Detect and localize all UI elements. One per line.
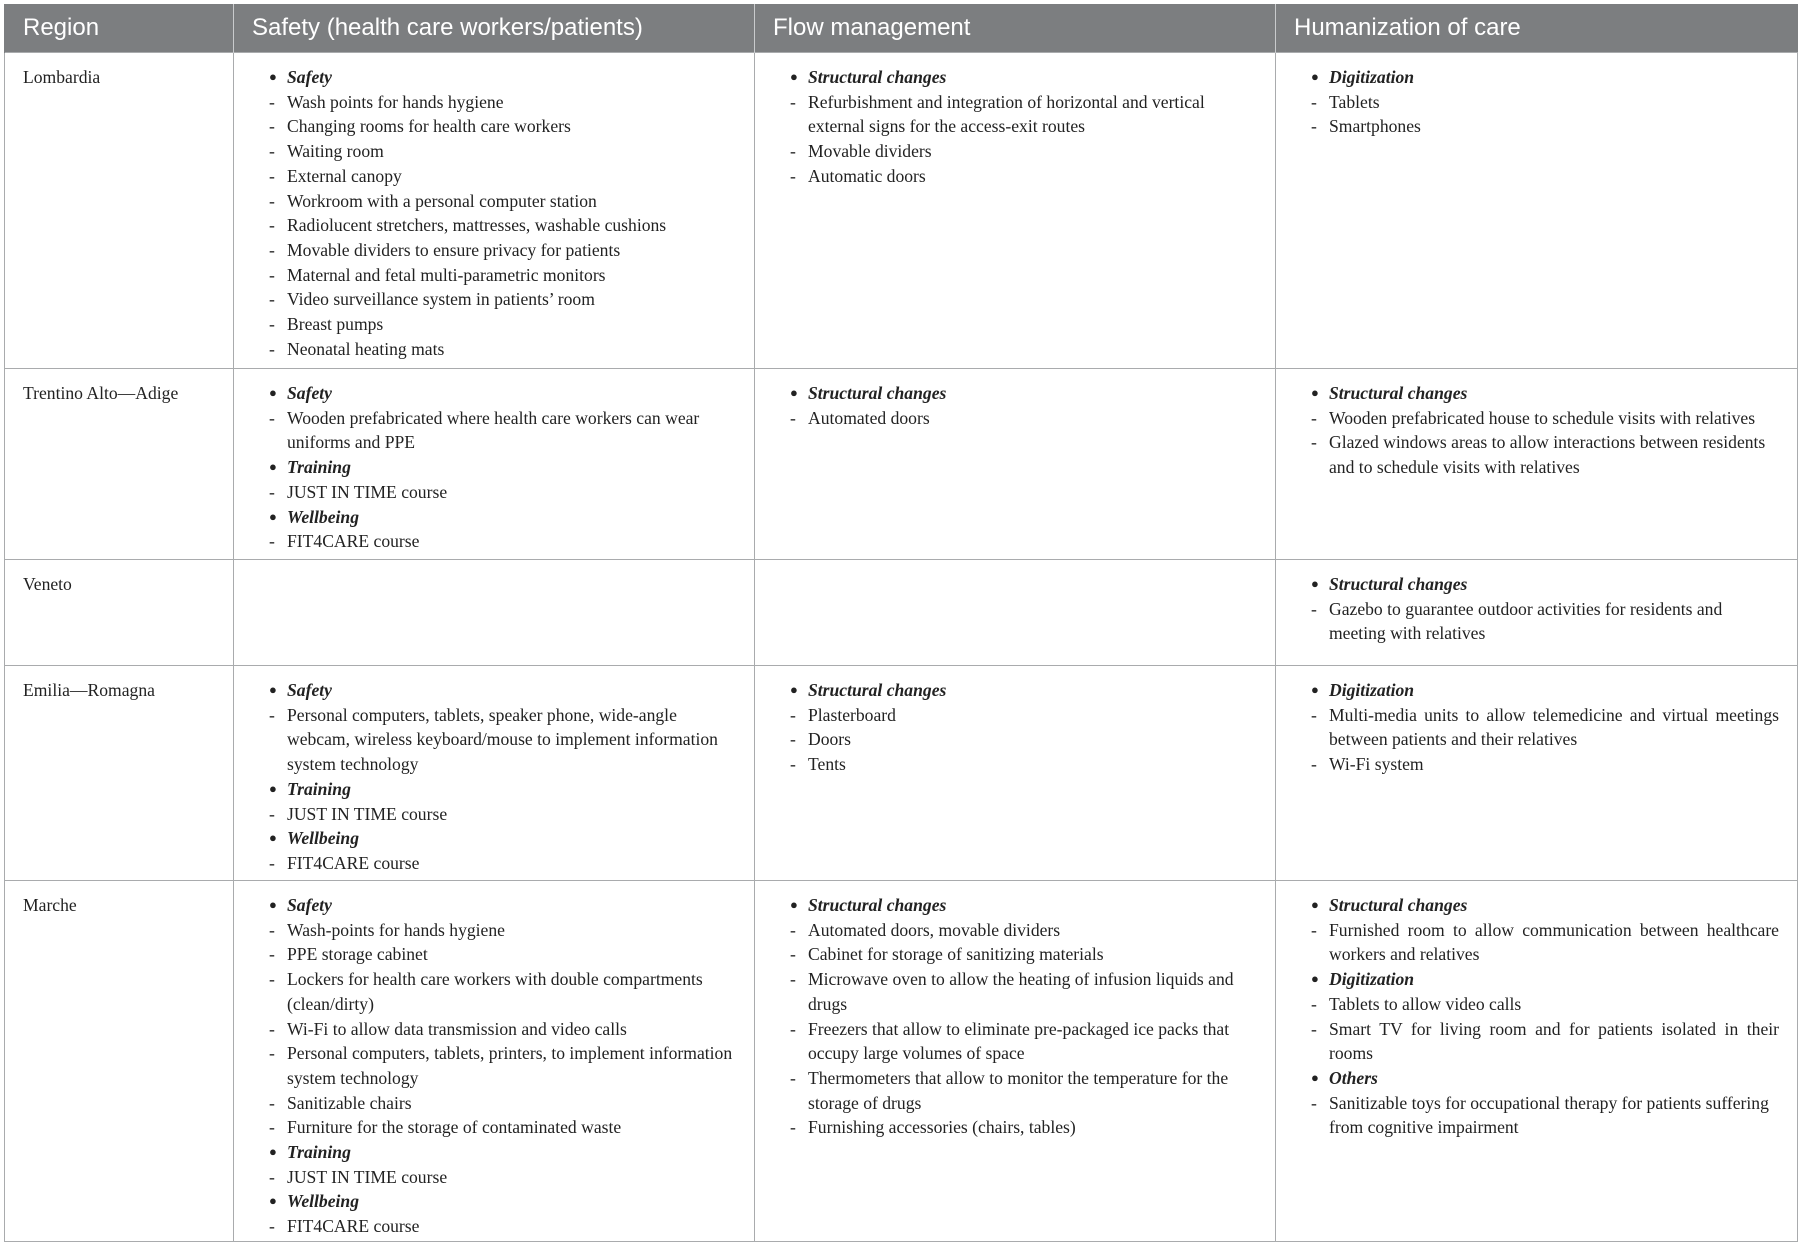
dash-icon: -: [269, 531, 275, 552]
dash-icon: -: [269, 264, 275, 285]
bullet-icon: ●: [1311, 385, 1319, 400]
group-heading: [1310, 893, 1779, 918]
bullet-icon: ●: [1311, 897, 1319, 912]
bullet-icon: ●: [1311, 682, 1319, 697]
region-cell: Marche: [5, 881, 234, 1242]
item-list: [268, 406, 736, 455]
list-item: [268, 967, 736, 1016]
list-item: [268, 406, 736, 455]
list-item: [789, 727, 1257, 752]
table-row: [5, 666, 1798, 881]
list-item-text: Tablets: [1329, 91, 1380, 112]
bullet-icon: ●: [269, 897, 277, 912]
list-item-text: Personal computers, tablets, printers, to implement information system technology: [287, 1043, 733, 1088]
region-cell: Trentino Alto—Adige: [5, 369, 234, 560]
dash-icon: -: [790, 704, 796, 725]
group-title: Wellbeing: [287, 506, 359, 527]
list-item: [268, 189, 736, 214]
bullet-icon: ●: [1311, 1069, 1319, 1085]
group-title: Training: [287, 778, 351, 799]
dash-icon: -: [790, 919, 796, 940]
list-item-text: Multi-media units to allow telemedicine and virtual meetings between patients and their relatives: [1329, 704, 1779, 750]
dash-icon: -: [269, 215, 275, 236]
dash-icon: -: [269, 1018, 275, 1039]
list-item: [1310, 918, 1779, 967]
dash-icon: -: [269, 1166, 275, 1187]
list-item: [268, 139, 736, 164]
group-heading: [789, 65, 1257, 90]
dash-icon: -: [790, 1018, 796, 1039]
list-item-text: Movable dividers to ensure privacy for patients: [287, 239, 621, 260]
header-region: Region: [5, 4, 234, 53]
table-header-row: [5, 4, 1798, 53]
dash-icon: -: [269, 919, 275, 940]
dash-icon: -: [1311, 432, 1317, 453]
list-item: [1310, 430, 1779, 479]
list-item: [268, 90, 736, 115]
item-list: [789, 90, 1257, 189]
list-item: [268, 164, 736, 189]
item-list: [1310, 90, 1779, 139]
dash-icon: -: [269, 338, 275, 359]
item-list: [268, 1165, 736, 1190]
list-item-text: JUST IN TIME course: [287, 803, 448, 824]
list-item-text: Doors: [808, 729, 852, 750]
list-item: [268, 213, 736, 238]
safety-cell: [234, 560, 755, 666]
group-heading: [268, 826, 736, 851]
dash-icon: -: [269, 239, 275, 260]
group-title: Digitization: [1329, 67, 1415, 87]
list-item-text: Movable dividers: [808, 141, 932, 162]
list-item: [268, 1041, 736, 1090]
list-item: [789, 918, 1257, 943]
dash-icon: -: [790, 91, 796, 112]
item-list: [268, 1214, 736, 1239]
group-title: Safety: [287, 680, 332, 700]
dash-icon: -: [790, 754, 796, 775]
list-item: [1310, 90, 1779, 115]
group-heading: [268, 1189, 736, 1214]
list-item-text: Wooden prefabricated where health care workers can wear uniforms and PPE: [287, 407, 700, 453]
dash-icon: -: [269, 1092, 275, 1113]
dash-icon: -: [1311, 754, 1317, 775]
list-item-text: Lockers for health care workers with double compartments (clean/dirty): [287, 969, 703, 1014]
list-item-text: PPE storage cabinet: [287, 944, 428, 965]
list-item: [789, 139, 1257, 164]
dash-icon: -: [1311, 1018, 1317, 1039]
flow-cell: [755, 881, 1276, 1242]
item-list: [1310, 918, 1779, 967]
dash-icon: -: [1311, 993, 1317, 1014]
dash-icon: -: [269, 165, 275, 186]
flow-cell: [755, 53, 1276, 369]
list-item-text: Automatic doors: [808, 165, 926, 186]
bullet-icon: ●: [269, 1193, 277, 1209]
list-item-text: Glazed windows areas to allow interactions between residents and to schedule visits with relatives: [1329, 432, 1766, 478]
dash-icon: -: [269, 141, 275, 162]
list-item: [1310, 992, 1779, 1017]
list-item-text: Freezers that allow to eliminate pre-packaged ice packs that occupy large volumes of space: [808, 1018, 1230, 1064]
list-item: [268, 942, 736, 967]
group-heading: [1310, 572, 1779, 597]
list-item: [268, 287, 736, 312]
dash-icon: -: [269, 803, 275, 824]
group-heading: [268, 1140, 736, 1165]
list-item-text: Smartphones: [1329, 116, 1421, 137]
dash-icon: -: [790, 944, 796, 965]
list-item-text: Personal computers, tablets, speaker phone, wide-angle webcam, wireless keyboard/mouse to implement information system technology: [287, 704, 718, 775]
region-cell: Lombardia: [5, 53, 234, 369]
list-item-text: Automated doors: [808, 407, 930, 428]
group-heading: [268, 505, 736, 530]
list-item-text: Breast pumps: [287, 314, 384, 335]
table-body: [5, 53, 1798, 1242]
list-item: [268, 918, 736, 943]
group-title: Digitization: [1329, 969, 1415, 990]
group-heading: [1310, 967, 1779, 992]
group-title: Structural changes: [1329, 383, 1468, 403]
list-item-text: Microwave oven to allow the heating of infusion liquids and drugs: [808, 969, 1234, 1014]
list-item-text: Wooden prefabricated house to schedule visits with relatives: [1329, 407, 1756, 428]
bullet-icon: ●: [790, 682, 798, 697]
group-title: Training: [287, 1142, 351, 1163]
list-item: [789, 1066, 1257, 1115]
dash-icon: -: [1311, 91, 1317, 112]
header-humanization: Humanization of care: [1276, 4, 1798, 53]
flow-cell: [755, 666, 1276, 881]
dash-icon: -: [269, 852, 275, 873]
humanization-cell: [1276, 560, 1798, 666]
list-item-text: JUST IN TIME course: [287, 1166, 448, 1187]
dash-icon: -: [269, 289, 275, 310]
list-item: [1310, 1017, 1779, 1066]
group-title: Structural changes: [808, 67, 947, 87]
interventions-table: [4, 4, 1798, 1242]
bullet-icon: ●: [269, 682, 277, 697]
dash-icon: -: [269, 407, 275, 428]
header-flow-management: Flow management: [755, 4, 1276, 53]
list-item-text: Automated doors, movable dividers: [808, 919, 1061, 940]
list-item-text: Radiolucent stretchers, mattresses, washable cushions: [287, 215, 667, 236]
dash-icon: -: [790, 165, 796, 186]
list-item-text: Waiting room: [287, 141, 384, 162]
list-item: [789, 164, 1257, 189]
list-item-text: Wash points for hands hygiene: [287, 91, 504, 112]
list-item: [268, 1091, 736, 1116]
dash-icon: -: [790, 407, 796, 428]
list-item: [789, 942, 1257, 967]
dash-icon: -: [790, 141, 796, 162]
dash-icon: -: [1311, 407, 1317, 428]
list-item: [268, 1017, 736, 1042]
dash-icon: -: [790, 729, 796, 750]
dash-icon: -: [790, 1117, 796, 1138]
table-row: [5, 53, 1798, 369]
region-cell: Veneto: [5, 560, 234, 666]
dash-icon: -: [269, 116, 275, 137]
list-item-text: Tents: [808, 754, 846, 775]
item-list: [268, 529, 736, 554]
bullet-icon: ●: [269, 1144, 277, 1160]
dash-icon: -: [269, 969, 275, 990]
dash-icon: -: [269, 944, 275, 965]
dash-icon: -: [269, 704, 275, 725]
bullet-icon: ●: [269, 385, 277, 400]
dash-icon: -: [269, 190, 275, 211]
list-item-text: Wi-Fi to allow data transmission and video calls: [287, 1018, 627, 1039]
humanization-cell: [1276, 881, 1798, 1242]
dash-icon: -: [1311, 704, 1317, 725]
list-item-text: Plasterboard: [808, 704, 896, 725]
group-title: Safety: [287, 383, 332, 403]
item-list: [1310, 406, 1779, 480]
bullet-icon: ●: [790, 897, 798, 912]
list-item: [268, 802, 736, 827]
table-row: [5, 560, 1798, 666]
list-item: [789, 752, 1257, 777]
group-heading: [1310, 1066, 1779, 1091]
group-heading: [1310, 381, 1779, 406]
group-title: Wellbeing: [287, 1191, 359, 1212]
list-item-text: Gazebo to guarantee outdoor activities for residents and meeting with relatives: [1329, 598, 1723, 644]
flow-cell: [755, 560, 1276, 666]
list-item: [268, 312, 736, 337]
list-item: [789, 967, 1257, 1016]
group-heading: [789, 381, 1257, 406]
list-item-text: External canopy: [287, 165, 402, 186]
group-title: Training: [287, 457, 351, 478]
group-title: Structural changes: [808, 680, 947, 700]
group-heading: [268, 893, 736, 918]
item-list: [789, 406, 1257, 431]
table-row: [5, 369, 1798, 560]
bullet-icon: ●: [1311, 971, 1319, 987]
bullet-icon: ●: [269, 459, 277, 475]
list-item-text: Furnishing accessories (chairs, tables): [808, 1117, 1076, 1138]
list-item: [268, 263, 736, 288]
group-heading: [789, 678, 1257, 703]
dash-icon: -: [269, 1043, 275, 1064]
group-heading: [268, 777, 736, 802]
group-title: Safety: [287, 67, 332, 87]
list-item-text: Thermometers that allow to monitor the temperature for the storage of drugs: [808, 1067, 1229, 1113]
list-item-text: Cabinet for storage of sanitizing materials: [808, 944, 1104, 965]
item-list: [268, 703, 736, 777]
bullet-icon: ●: [269, 830, 277, 846]
safety-cell: [234, 369, 755, 560]
list-item: [268, 851, 736, 876]
list-item-text: Smart TV for living room and for patients isolated in their rooms: [1329, 1018, 1779, 1064]
dash-icon: -: [269, 91, 275, 112]
list-item: [268, 529, 736, 554]
list-item-text: Tablets to allow video calls: [1329, 993, 1522, 1014]
item-list: [789, 703, 1257, 777]
dash-icon: -: [790, 1067, 796, 1088]
list-item-text: Sanitizable chairs: [287, 1092, 412, 1113]
table-row: [5, 881, 1798, 1242]
item-list: [1310, 703, 1779, 777]
header-safety: Safety (health care workers/patients): [234, 4, 755, 53]
flow-cell: [755, 369, 1276, 560]
list-item: [268, 337, 736, 362]
list-item-text: Maternal and fetal multi-parametric monitors: [287, 264, 606, 285]
bullet-icon: ●: [269, 508, 277, 524]
item-list: [268, 851, 736, 876]
list-item: [268, 480, 736, 505]
list-item-text: Wash-points for hands hygiene: [287, 919, 505, 940]
list-item-text: Workroom with a personal computer station: [287, 190, 597, 211]
group-title: Structural changes: [808, 895, 947, 915]
dash-icon: -: [269, 1216, 275, 1237]
list-item: [1310, 114, 1779, 139]
item-list: [1310, 992, 1779, 1066]
list-item-text: Sanitizable toys for occupational therapy for patients suffering from cognitive impairment: [1329, 1092, 1769, 1138]
item-list: [268, 90, 736, 362]
region-cell: Emilia—Romagna: [5, 666, 234, 881]
dash-icon: -: [269, 481, 275, 502]
safety-cell: [234, 53, 755, 369]
group-heading: [268, 678, 736, 703]
item-list: [789, 918, 1257, 1140]
dash-icon: -: [269, 314, 275, 335]
group-title: Structural changes: [1329, 895, 1468, 915]
group-heading: [1310, 678, 1779, 703]
list-item-text: Furniture for the storage of contaminated waste: [287, 1117, 622, 1138]
humanization-cell: [1276, 369, 1798, 560]
group-title: Others: [1329, 1067, 1378, 1088]
dash-icon: -: [1311, 1092, 1317, 1113]
list-item: [1310, 597, 1779, 646]
bullet-icon: ●: [269, 69, 277, 84]
dash-icon: -: [1311, 919, 1317, 940]
safety-cell: [234, 666, 755, 881]
list-item: [1310, 752, 1779, 777]
dash-icon: -: [1311, 116, 1317, 137]
list-item-text: Changing rooms for health care workers: [287, 116, 571, 137]
item-list: [268, 918, 736, 1140]
group-title: Wellbeing: [287, 828, 359, 849]
list-item: [1310, 1091, 1779, 1140]
group-heading: [789, 893, 1257, 918]
bullet-icon: ●: [1311, 69, 1319, 84]
bullet-icon: ●: [790, 69, 798, 84]
list-item: [268, 703, 736, 777]
list-item: [789, 1017, 1257, 1066]
bullet-icon: ●: [1311, 576, 1319, 591]
list-item-text: Video surveillance system in patients’ room: [287, 289, 595, 310]
list-item: [1310, 406, 1779, 431]
list-item: [789, 703, 1257, 728]
group-heading: [268, 381, 736, 406]
list-item: [789, 1115, 1257, 1140]
bullet-icon: ●: [790, 385, 798, 400]
list-item: [789, 90, 1257, 139]
list-item: [268, 1214, 736, 1239]
item-list: [268, 480, 736, 505]
list-item: [789, 406, 1257, 431]
list-item-text: FIT4CARE course: [287, 852, 420, 873]
safety-cell: [234, 881, 755, 1242]
item-list: [268, 802, 736, 827]
list-item: [268, 238, 736, 263]
list-item-text: Neonatal heating mats: [287, 338, 445, 359]
humanization-cell: [1276, 53, 1798, 369]
dash-icon: -: [269, 1117, 275, 1138]
list-item-text: Furnished room to allow communication between healthcare workers and relatives: [1329, 919, 1779, 965]
item-list: [1310, 597, 1779, 646]
humanization-cell: [1276, 666, 1798, 881]
group-heading: [268, 65, 736, 90]
list-item-text: FIT4CARE course: [287, 531, 420, 552]
list-item-text: FIT4CARE course: [287, 1216, 420, 1237]
group-heading: [1310, 65, 1779, 90]
list-item-text: Refurbishment and integration of horizontal and vertical external signs for the access-exit routes: [808, 91, 1205, 137]
list-item: [268, 1115, 736, 1140]
group-title: Structural changes: [1329, 574, 1468, 594]
list-item: [268, 114, 736, 139]
group-heading: [268, 455, 736, 480]
dash-icon: -: [1311, 598, 1317, 619]
list-item: [1310, 703, 1779, 752]
group-title: Safety: [287, 895, 332, 915]
list-item: [268, 1165, 736, 1190]
list-item-text: JUST IN TIME course: [287, 481, 448, 502]
group-title: Structural changes: [808, 383, 947, 403]
bullet-icon: ●: [269, 780, 277, 796]
dash-icon: -: [790, 969, 796, 990]
list-item-text: Wi-Fi system: [1329, 754, 1424, 775]
group-title: Digitization: [1329, 680, 1415, 700]
item-list: [1310, 1091, 1779, 1140]
